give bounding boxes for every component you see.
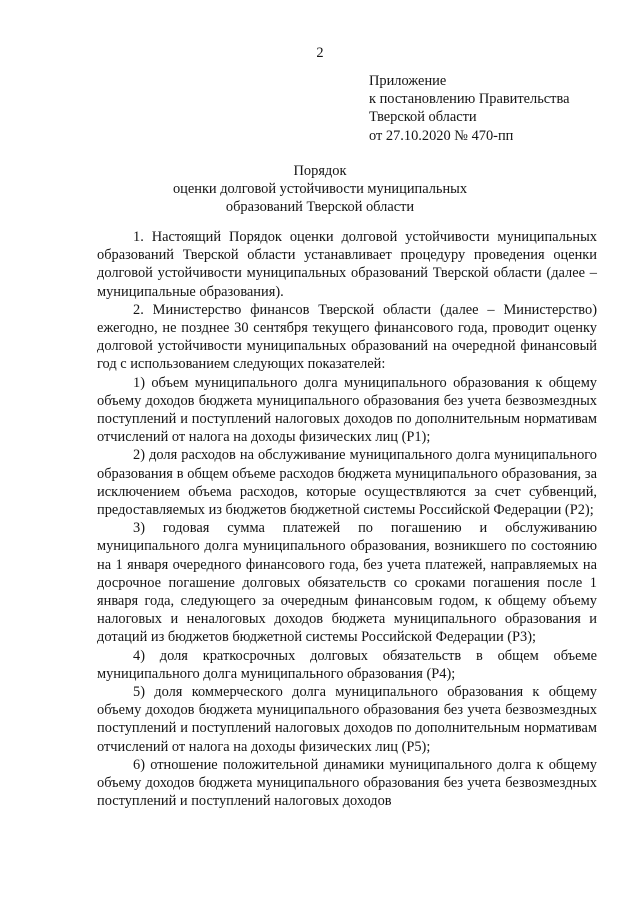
appendix-line: к постановлению Правительства — [369, 91, 570, 108]
appendix-block — [369, 72, 569, 145]
list-item: 4) доля краткосрочных долговых обязательств в общем объеме муниципального долга муниципального образования (Р4); — [97, 647, 597, 682]
list-item: 2) доля расходов на обслуживание муниципального долга муниципального образования в общем объеме расходов бюджета муниципального образования, за исключением объема расходов, которые осуществляются за счет субвенций, предоставляемых из бюджетов бюджетной системы Российской Федерации (Р2); — [97, 447, 597, 519]
appendix-line: Приложение — [369, 73, 447, 89]
page-number: 2 — [316, 45, 324, 61]
document-title — [0, 162, 640, 217]
title-line: образований Тверской области — [225, 199, 415, 216]
appendix-line: от 27.10.2020 № 470-пп — [369, 127, 514, 144]
list-item: 3) годовая сумма платежей по погашению и обслуживанию муниципального долга муниципального образования, возникшего по состоянию на 1 января очередного финансового года, без учета платежей, направляемых на досрочное погашение долговых обязательств со сроками погашения после 1 января года, следующего за очередным финансовым годом, к общему объему налоговых и неналоговых доходов бюджета муниципального образования и дотаций из бюджетов бюджетной системы Российской Федерации (Р3); — [97, 520, 597, 646]
list-item: 5) доля коммерческого долга муниципального образования к общему объему доходов бюджета муниципального образования без учета безвозмездных поступлений и поступлений налоговых доходов по дополнительным нормативам отчислений от налога на доходы физических лиц (Р5); — [97, 684, 597, 755]
paragraph: 1. Настоящий Порядок оценки долговой устойчивости муниципальных образований Тверской области устанавливает процедуру проведения оценки долговой устойчивости муниципальных образований Тверской области (далее – муниципальные образования). — [97, 229, 597, 300]
title-line: Порядок — [293, 163, 347, 179]
list-item: 1) объем муниципального долга муниципального образования к общему объему доходов бюджета муниципального образования без учета безвозмездных поступлений и поступлений налоговых доходов по дополнительным нормативам отчислений от налога на доходы физических лиц (Р1); — [97, 374, 597, 446]
paragraph: 2. Министерство финансов Тверской области (далее – Министерство) ежегодно, не позднее 30 сентября текущего финансового года, проводит оценку долговой устойчивости муниципальных образований на очередной финансовый год с использованием следующих показателей: — [97, 301, 597, 373]
appendix-line: Тверской области — [369, 109, 477, 126]
title-line: оценки долговой устойчивости муниципальных — [172, 181, 468, 198]
document-body — [97, 228, 597, 811]
list-item: 6) отношение положительной динамики муниципального долга к общему объему доходов бюджета муниципального образования без учета безвозмездных поступлений и поступлений налоговых доходов — [97, 756, 597, 810]
